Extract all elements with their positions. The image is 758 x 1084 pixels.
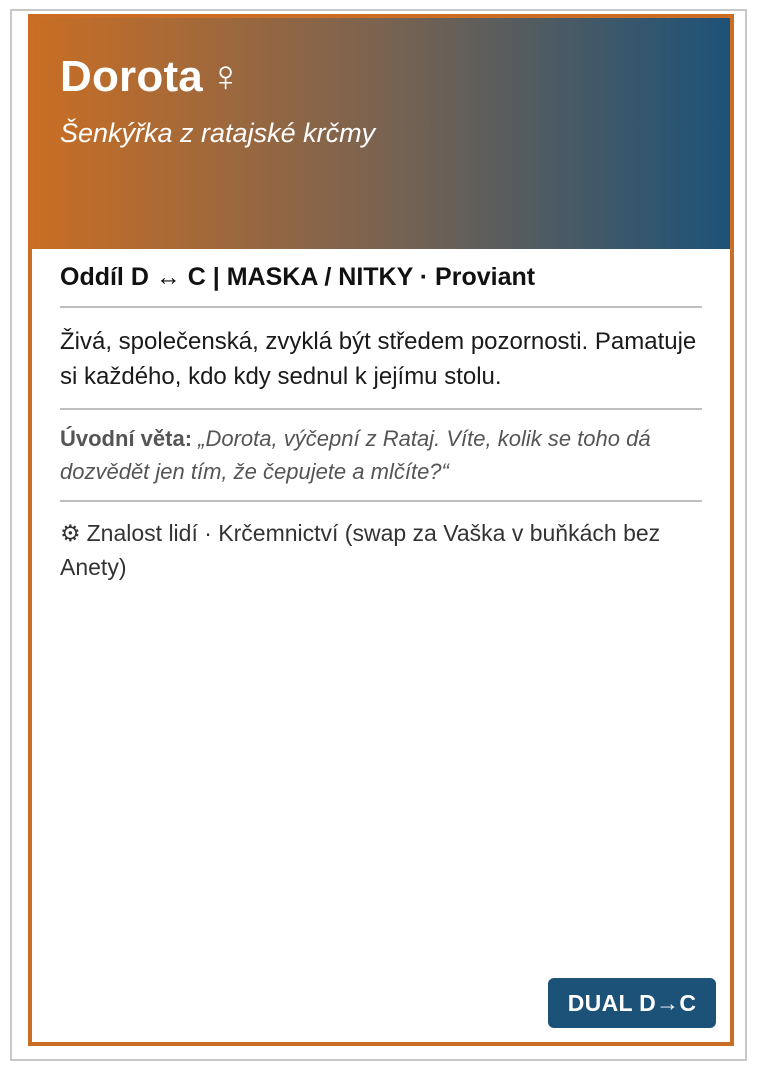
opening-line-label: Úvodní věta: <box>60 426 193 451</box>
character-name <box>60 52 242 102</box>
opening-line-quote: „Dorota, výčepní z Rataj. Víte, kolik se toho dá dozvědět jen tím, že čepujete a mlčíte?“ <box>60 426 651 484</box>
character-description: Živá, společenská, zvyklá být středem pozornosti. Pamatuje si každého, kdo kdy sednul k jejímu stolu. <box>60 308 702 410</box>
skills-line <box>60 502 702 584</box>
character-card <box>28 14 734 1046</box>
section-meta: Oddíl D ↔ C | MASKA / NITKY · Proviant <box>60 263 702 308</box>
character-name-text: Dorota <box>60 52 203 101</box>
skills-text: Znalost lidí · Krčemnictví (swap za Vaška v buňkách bez Anety) <box>60 520 661 580</box>
opening-line <box>60 410 702 502</box>
character-subtitle: Šenkýřka z ratajské krčmy <box>60 118 376 148</box>
card-header <box>32 18 730 249</box>
female-symbol-icon: ♀ <box>208 52 243 101</box>
dual-badge: DUAL D→C <box>548 978 716 1028</box>
card-body <box>60 249 702 584</box>
gear-icon: ⚙ <box>60 520 81 546</box>
